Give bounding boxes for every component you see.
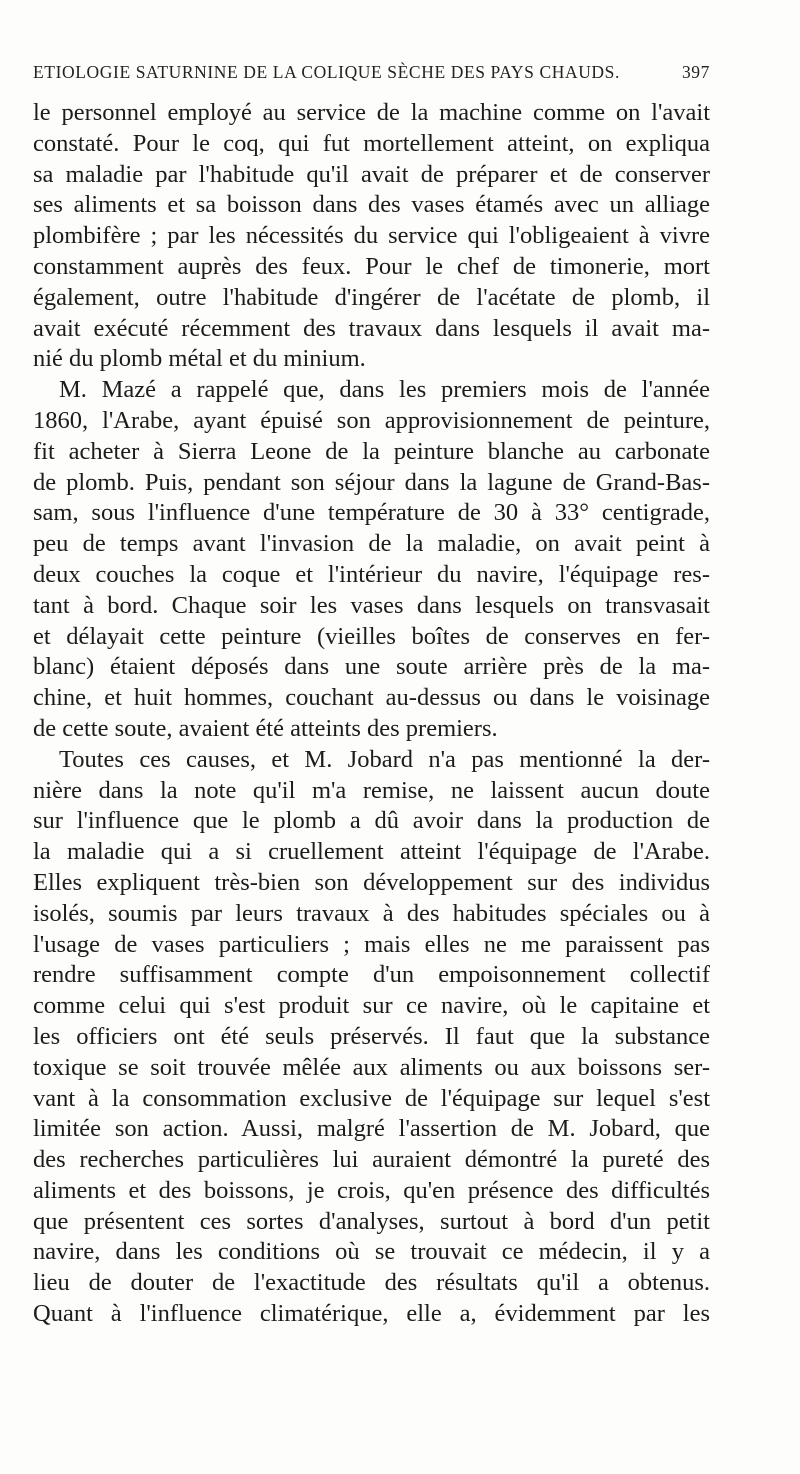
text-line: de plomb. Puis, pendant son séjour dans la lagune de Grand-Bas-: [33, 468, 710, 496]
text-line: toxique se soit trouvée mêlée aux aliments ou aux boissons ser-: [33, 1053, 710, 1081]
text-line: constaté. Pour le coq, qui fut mortellement atteint, on expliqua: [33, 129, 710, 157]
text-line: de cette soute, avaient été atteints des premiers.: [33, 714, 498, 742]
text-line: navire, dans les conditions où se trouvait ce médecin, il y a: [33, 1238, 710, 1266]
text-line: rendre suffisamment compte d'un empoisonnement collectif: [33, 961, 710, 989]
text-line: le personnel employé au service de la machine comme on l'avait: [33, 99, 710, 126]
text-line: nière dans la note qu'il m'a remise, ne laissent aucun doute: [33, 776, 710, 804]
text-line: tant à bord. Chaque soir les vases dans lesquels on transvasait: [33, 591, 710, 619]
page-number: 397: [681, 62, 710, 82]
text-line: peu de temps avant l'invasion de la maladie, on avait peint à: [33, 530, 710, 558]
text-line: nié du plomb métal et du minium.: [33, 345, 366, 373]
text-line: ses aliments et sa boisson dans des vases étamés avec un alliage: [33, 191, 710, 219]
text-line: limitée son action. Aussi, malgré l'assertion de M. Jobard, que: [33, 1115, 710, 1143]
running-head: [33, 62, 710, 83]
text-line: sur l'influence que le plomb a dû avoir dans la production de: [33, 807, 710, 835]
text-line: chine, et huit hommes, couchant au-dessus ou dans le voisinage: [33, 684, 710, 712]
text-line: que présentent ces sortes d'analyses, surtout à bord d'un petit: [33, 1207, 710, 1235]
text-line: et délayait cette peinture (vieilles boîtes de conserves en fer-: [33, 622, 710, 650]
text-line: des recherches particulières lui auraient démontré la pureté des: [33, 1146, 710, 1174]
text-line: fit acheter à Sierra Leone de la peinture blanche au carbonate: [33, 437, 710, 465]
text-line: constamment auprès des feux. Pour le chef de timonerie, mort: [33, 252, 710, 280]
text-line: Toutes ces causes, et M. Jobard n'a pas mentionné la der-: [59, 745, 710, 773]
text-line: avait exécuté récemment des travaux dans lesquels il avait ma-: [33, 314, 710, 342]
text-line: plombifère ; par les nécessités du service qui l'obligeaient à vivre: [33, 222, 710, 250]
text-line: sa maladie par l'habitude qu'il avait de préparer et de conserver: [33, 160, 710, 188]
text-line: sam, sous l'influence d'une température de 30 à 33° centigrade,: [33, 499, 710, 527]
text-line: Quant à l'influence climatérique, elle a, évidemment par les: [33, 1300, 710, 1328]
text-line: blanc) étaient déposés dans une soute arrière près de la ma-: [33, 653, 710, 681]
text-line: également, outre l'habitude d'ingérer de l'acétate de plomb, il: [33, 283, 710, 311]
text-line: 1860, l'Arabe, ayant épuisé son approvisionnement de peinture,: [33, 406, 710, 434]
text-line: Elles expliquent très-bien son développement sur des individus: [33, 868, 710, 896]
text-line: la maladie qui a si cruellement atteint l'équipage de l'Arabe.: [33, 838, 710, 866]
text-line: l'usage de vases particuliers ; mais elles ne me paraissent pas: [33, 930, 710, 958]
text-line: les officiers ont été seuls préservés. Il faut que la substance: [33, 1022, 710, 1050]
text-line: lieu de douter de l'exactitude des résultats qu'il a obtenus.: [33, 1269, 710, 1297]
body-text: [33, 98, 710, 1330]
text-line: vant à la consommation exclusive de l'équipage sur lequel s'est: [33, 1084, 710, 1112]
text-line: deux couches la coque et l'intérieur du navire, l'équipage res-: [33, 560, 710, 588]
running-head-title: ETIOLOGIE SATURNINE DE LA COLIQUE SÈCHE DES PAYS CHAUDS.: [33, 62, 620, 82]
text-line: aliments et des boissons, je crois, qu'en présence des difficultés: [33, 1176, 710, 1204]
text-line: M. Mazé a rappelé que, dans les premiers mois de l'année: [59, 376, 710, 404]
text-line: isolés, soumis par leurs travaux à des habitudes spéciales ou à: [33, 899, 710, 927]
text-line: comme celui qui s'est produit sur ce navire, où le capitaine et: [33, 992, 710, 1020]
